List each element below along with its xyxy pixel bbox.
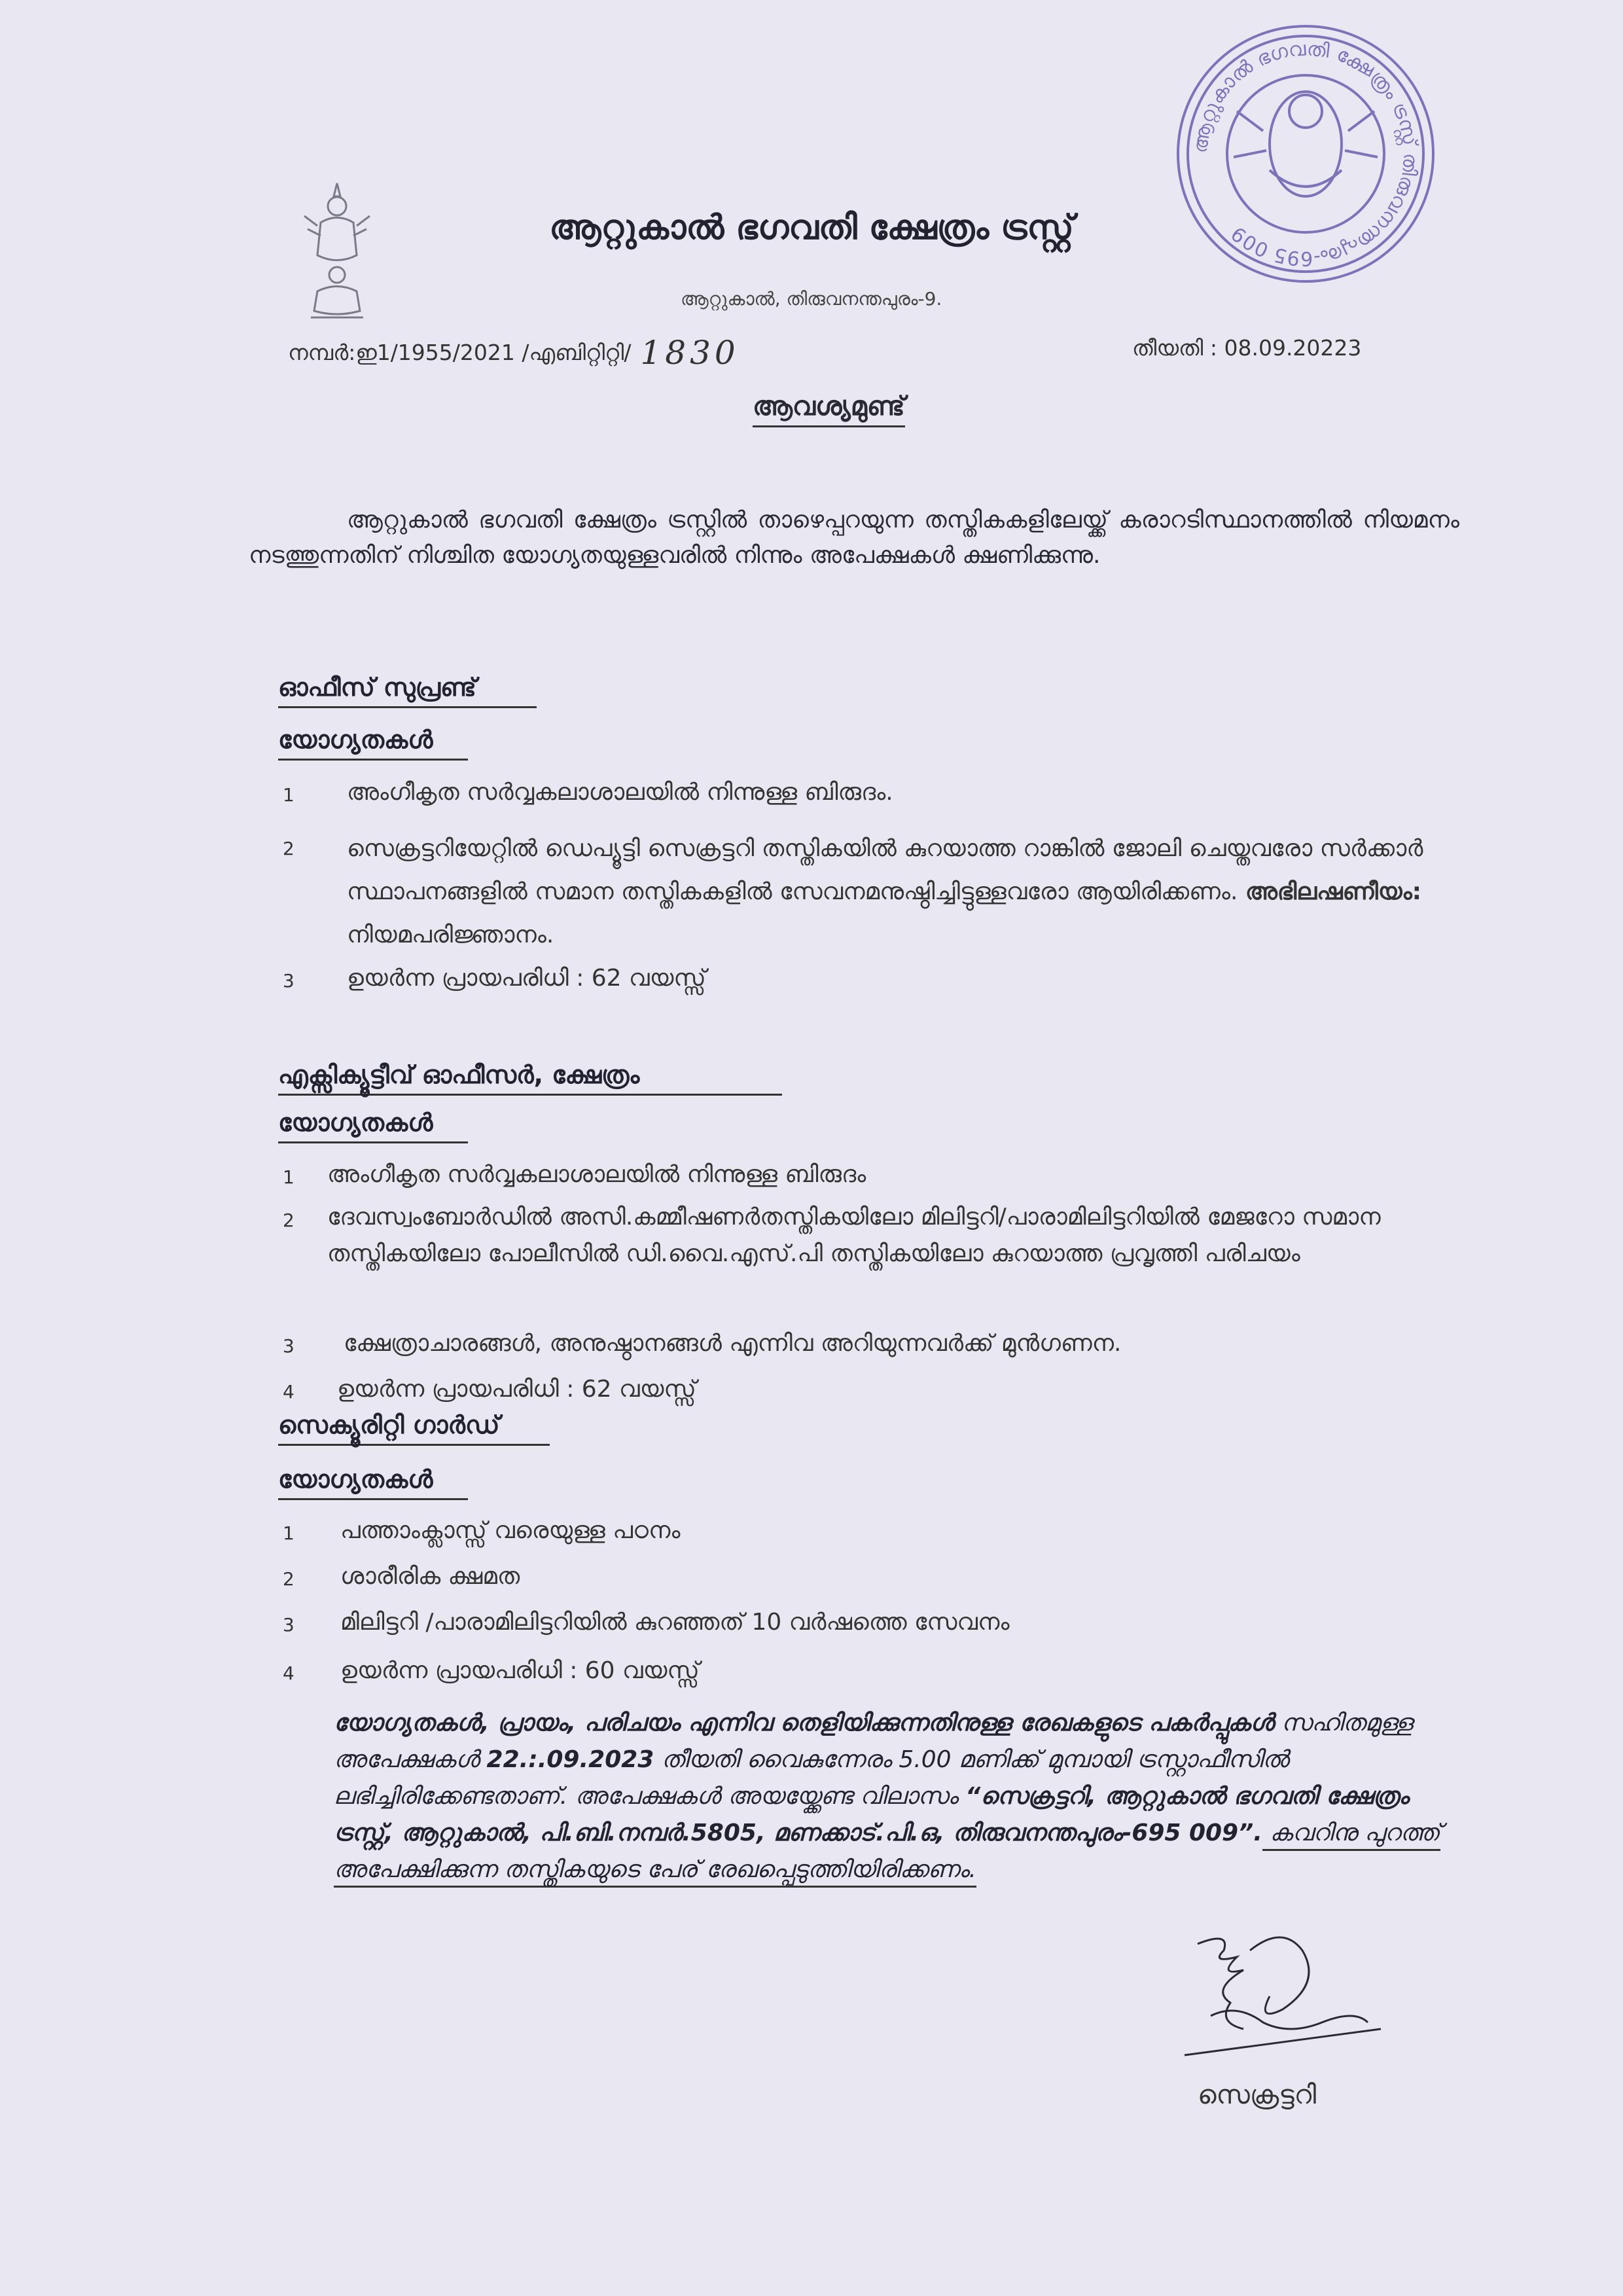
signatory-title: സെക്രട്ടറി <box>1198 2080 1317 2110</box>
item-number: 1 <box>283 1522 294 1544</box>
item-text-main: സെക്രട്ടറിയേറ്റിൽ ഡെപ്യൂട്ടി സെക്രട്ടറി തസ്തികയിൽ കുറയാത്ത റാങ്കിൽ ജോലി ചെയ്തവരോ സർക്കാർ സ്ഥാപനങ്ങളിൽ സമാന തസ്തികകളിൽ സേവനമനുഷ്ഠിച്ചിട്ടുള്ളവരോ ആയിരിക്കണം. <box>347 835 1423 905</box>
closing-paragraph <box>334 1705 1446 1888</box>
trust-address: ആറ്റുകാൽ, തിരുവനന്തപുരം-9. <box>681 288 942 310</box>
closing-part2: സഹിതമുള്ള അപേക്ഷകൾ <box>334 1710 1413 1773</box>
item-number: 4 <box>283 1662 294 1684</box>
item-text-bold: അഭിലഷണീയം: <box>1245 878 1422 905</box>
item-text: ഉയർന്ന പ്രായപരിധി : 62 വയസ്സ് <box>347 965 706 992</box>
trust-title: ആറ്റുകാൽ ഭഗവതി ക്ഷേത്രം ട്രസ്റ്റ് <box>549 208 1074 247</box>
closing-part4: കവറിനു പുറത്ത് അപേക്ഷിക്കുന്ന തസ്തികയുടെ പേര് രേഖപ്പെടുത്തിയിരിക്കണം. <box>334 1820 1440 1888</box>
item-text-extra: നിയമപരിജ്ഞാനം. <box>347 922 554 948</box>
reference-text: നമ്പർ:ഇ1/1955/2021 /എബിറ്റിറ്റി/ <box>288 340 632 365</box>
application-address: “സെക്രട്ടറി, ആറ്റുകാൽ ഭഗവതി ക്ഷേത്രം ട്രസ്റ്റ്, ആറ്റുകാൽ, പി.ബി.നമ്പർ.5805, മണക്കാട്.പി.ഒ, തിരുവനന്തപുരം-695 009”. <box>334 1783 1409 1846</box>
item-number: 3 <box>283 970 294 992</box>
item-text: അംഗീകൃത സർവ്വകലാശാലയിൽ നിന്നുള്ള ബിരുദം <box>327 1161 866 1188</box>
temple-emblem <box>294 177 380 327</box>
intro-paragraph: ആറ്റുകാൽ ഭഗവതി ക്ഷേത്രം ട്രസ്റ്റിൽ താഴെപ്പറയുന്ന തസ്തികകളിലേയ്ക്ക് കരാറടിസ്ഥാനത്തിൽ നിയമനം നടത്തുന്നതിന് നിശ്ചിത യോഗ്യതയുള്ളവരിൽ നിന്നും അപേക്ഷകൾ ക്ഷണിക്കുന്നു. <box>249 507 1459 569</box>
item-text: ക്ഷേത്രാചാരങ്ങൾ, അനുഷ്ഠാനങ്ങൾ എന്നിവ അറിയുന്നവർക്ക് മുൻഗണന. <box>344 1330 1122 1357</box>
item-text: ഉയർന്ന പ്രായപരിധി : 62 വയസ്സ് <box>337 1376 696 1403</box>
qualifications-label: യോഗ്യതകൾ <box>278 1465 468 1500</box>
item-text: അംഗീകൃത സർവ്വകലാശാലയിൽ നിന്നുള്ള ബിരുദം. <box>347 779 893 806</box>
reference-handwritten: 1830 <box>640 334 740 372</box>
item-number: 1 <box>283 784 294 806</box>
item-number: 1 <box>283 1166 294 1188</box>
document-date: തീയതി : 08.09.20223 <box>1132 335 1362 361</box>
item-text: ശാരീരിക ക്ഷമത <box>340 1563 520 1590</box>
closing-part1: യോഗ്യതകൾ, പ്രായം, പരിചയം എന്നിവ തെളിയിക്കുന്നതിനുള്ള രേഖകളുടെ പകർപ്പുകൾ <box>334 1710 1274 1736</box>
seal-text: ആറ്റുകാൽ ഭഗവതി ക്ഷേത്രം ട്രസ്റ്റ് തിരുവനന്തപുരം-695 009 <box>1188 37 1422 270</box>
item-text: ഉയർന്ന പ്രായപരിധി : 60 വയസ്സ് <box>340 1657 700 1684</box>
qualifications-label: യോഗ്യതകൾ <box>278 1108 468 1143</box>
item-number: 2 <box>283 838 294 859</box>
item-number: 4 <box>283 1381 294 1403</box>
item-number: 2 <box>283 1210 294 1231</box>
official-seal <box>1165 13 1446 295</box>
section-title: എക്സിക്യൂട്ടീവ് ഓഫീസർ, ക്ഷേത്രം <box>278 1060 782 1096</box>
closing-part3: തീയതി വൈകുന്നേരം 5.00 മണിക്ക് മുമ്പായി ട്രസ്റ്റാഫീസിൽ ലഭിച്ചിരിക്കേണ്ടതാണ്. അപേക്ഷകൾ അയയ്ക്കേണ്ട വിലാസം <box>334 1746 1289 1810</box>
deadline-date: 22.:.09.2023 <box>486 1746 654 1773</box>
item-text <box>347 827 1453 957</box>
item-text: മിലിട്ടറി /പാരാമിലിട്ടറിയിൽ കുറഞ്ഞത് 10 വർഷത്തെ സേവനം <box>340 1609 1010 1636</box>
item-text: പത്താംക്ലാസ്സ് വരെയുള്ള പഠനം <box>340 1517 681 1544</box>
qualifications-label: യോഗ്യതകൾ <box>278 725 468 761</box>
notice-heading: ആവശ്യമുണ്ട് <box>753 391 905 427</box>
item-text: ദേവസ്വംബോർഡിൽ അസി.കമ്മീഷണർതസ്തികയിലോ മിലിട്ടറി/പാരാമിലിട്ടറിയിൽ മേജറോ സമാന തസ്തികയിലോ പോലീസിൽ ഡി.വൈ.എസ്.പി തസ്തികയിലോ കുറയാത്ത പ്രവൃത്തി പരിചയം <box>327 1204 1381 1267</box>
section-title: ഓഫീസ് സുപ്രണ്ട് <box>278 673 537 708</box>
item-number: 2 <box>283 1568 294 1590</box>
signature <box>1171 1924 1394 2081</box>
section-title: സെക്യൂരിറ്റി ഗാർഡ് <box>278 1410 550 1446</box>
item-number: 3 <box>283 1335 294 1357</box>
item-number: 3 <box>283 1614 294 1636</box>
reference-number <box>288 334 740 372</box>
